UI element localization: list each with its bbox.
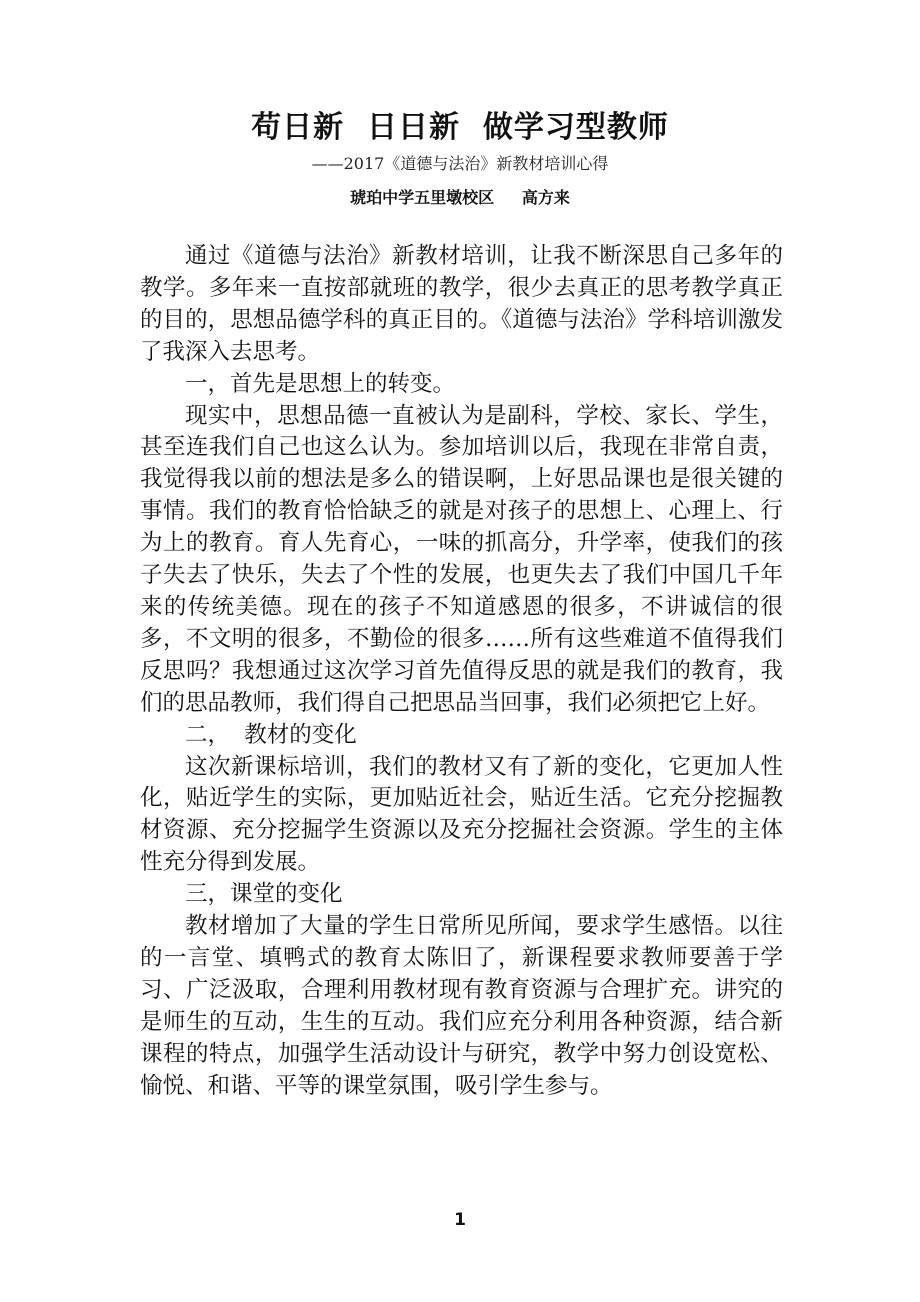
paragraph-section-1: 现实中，思想品德一直被认为是副科，学校、家长、学生，甚至连我们自己也这么认为。参加培训以后，我现在非常自责，我觉得我以前的想法是多么的错误啊，上好思品课也是很关键的事情。我们的教育恰恰缺乏的就是对孩子的思想上、心理上、行为上的教育。育人先育心，一味的抓高分，升学率，使我们的孩子失去了快乐，失去了个性的发展，也更失去了我们中国几千年来的传统美德。现在的孩子不知道感恩的很多，不讲诚信的很多，不文明的很多，不勤俭的很多……所有这些难道不值得我们反思吗？我想通过这次学习首先值得反思的就是我们的教育，我们的思品教师，我们得自己把思品当回事，我们必须把它上好。 xyxy=(140,402,783,716)
section-heading-2: 二， 教材的变化 xyxy=(185,721,357,748)
document-body xyxy=(140,241,783,1102)
paragraph-section-3: 教材增加了大量的学生日常所见所闻，要求学生感悟。以往的一言堂、填鸭式的教育太陈旧了，新课程要求教师要善于学习、广泛汲取，合理利用教材现有教育资源与合理扩充。讲究的是师生的互动，生生的互动。我们应充分利用各种资源，结合新课程的特点，加强学生活动设计与研究，教学中努力创设宽松、愉悦、和谐、平等的课堂氛围，吸引学生参与。 xyxy=(140,913,783,1099)
paragraph-intro: 通过《道德与法治》新教材培训，让我不断深思自己多年的教学。多年来一直按部就班的教学，很少去真正的思考教学真正的目的，思想品德学科的真正目的。《道德与法治》学科培训激发了我深入去思考。 xyxy=(140,243,783,365)
document-subtitle: ——2017《道德与法治》新教材培训心得 xyxy=(311,154,609,173)
page-number: 1 xyxy=(454,1210,466,1230)
section-heading-3: 三，课堂的变化 xyxy=(185,881,343,908)
author-byline: 琥珀中学五里墩校区 高方来 xyxy=(350,188,570,207)
paragraph-section-2: 这次新课标培训，我们的教材又有了新的变化，它更加人性化，贴近学生的实际，更加贴近社会，贴近生活。它充分挖掘教材资源、充分挖掘学生资源以及充分挖掘社会资源。学生的主体性充分得到发展。 xyxy=(140,753,783,876)
section-heading-1: 一，首先是思想上的转变。 xyxy=(185,370,456,397)
document-title: 苟日新 日日新 做学习型教师 xyxy=(251,110,669,145)
